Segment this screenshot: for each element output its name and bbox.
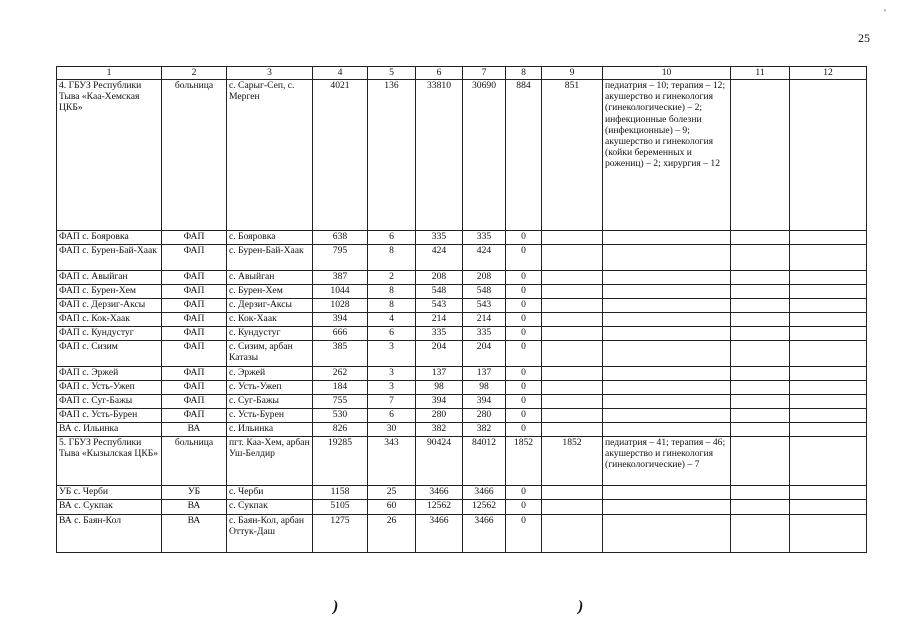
col-header-6: 6 [416, 67, 463, 80]
cell-col-3: с. Дерзиг-Аксы [227, 299, 313, 313]
cell-col-4: 387 [313, 271, 368, 285]
page-number: 25 [858, 31, 870, 45]
data-table [56, 66, 867, 553]
cell-col-5: 343 [368, 437, 416, 486]
cell-col-8: 0 [506, 381, 542, 395]
table-row [57, 327, 867, 341]
cell-col-6: 204 [416, 341, 463, 367]
cell-col-12 [790, 299, 867, 313]
cell-col-6: 424 [416, 245, 463, 271]
cell-col-11 [731, 395, 790, 409]
cell-col-12 [790, 327, 867, 341]
cell-col-7: 214 [463, 313, 506, 327]
cell-col-11 [731, 231, 790, 245]
corner-scan-mark: ꭝ [884, 8, 886, 16]
cell-col-3: с. Ильинка [227, 423, 313, 437]
cell-col-5: 26 [368, 515, 416, 553]
cell-col-3: с. Суг-Бажы [227, 395, 313, 409]
cell-col-4: 755 [313, 395, 368, 409]
cell-col-7: 335 [463, 231, 506, 245]
cell-col-7: 204 [463, 341, 506, 367]
cell-col-8: 0 [506, 515, 542, 553]
cell-col-4: 5105 [313, 500, 368, 515]
cell-col-12 [790, 285, 867, 299]
cell-col-6: 335 [416, 327, 463, 341]
cell-col-9 [542, 367, 603, 381]
cell-col-7: 3466 [463, 515, 506, 553]
cell-col-4: 262 [313, 367, 368, 381]
cell-col-5: 7 [368, 395, 416, 409]
table-row [57, 500, 867, 515]
table-header [57, 67, 867, 80]
table-row [57, 515, 867, 553]
cell-col-3: с. Сизим, арбан Катазы [227, 341, 313, 367]
table-row [57, 80, 867, 231]
cell-col-11 [731, 80, 790, 231]
cell-col-6: 543 [416, 299, 463, 313]
cell-col-6: 3466 [416, 515, 463, 553]
cell-col-11 [731, 245, 790, 271]
cell-col-6: 208 [416, 271, 463, 285]
cell-col-1: 5. ГБУЗ Республики Тыва «Кызылская ЦКБ» [57, 437, 162, 486]
cell-col-1: ФАП с. Бояровка [57, 231, 162, 245]
bottom-mark-right: ) [578, 598, 584, 615]
cell-col-3: с. Усть-Бурен [227, 409, 313, 423]
cell-col-11 [731, 285, 790, 299]
cell-col-8: 884 [506, 80, 542, 231]
cell-col-10 [603, 395, 731, 409]
col-header-3: 3 [227, 67, 313, 80]
cell-col-7: 382 [463, 423, 506, 437]
cell-col-2: ВА [162, 423, 227, 437]
cell-col-7: 394 [463, 395, 506, 409]
col-header-7: 7 [463, 67, 506, 80]
cell-col-12 [790, 381, 867, 395]
cell-col-5: 60 [368, 500, 416, 515]
cell-col-9 [542, 381, 603, 395]
cell-col-10 [603, 515, 731, 553]
cell-col-1: 4. ГБУЗ Республики Тыва «Каа-Хемская ЦКБ» [57, 80, 162, 231]
cell-col-9 [542, 245, 603, 271]
cell-col-10: педиатрия – 10; терапия – 12; акушерство и гинекология (гинекологические) – 2; инфекционные болезни (инфекционные) – 9; акушерство и гинекология (койки беременных и рожениц) – 2; хирургия – 12 [603, 80, 731, 231]
cell-col-6: 90424 [416, 437, 463, 486]
cell-col-3: пгт. Каа-Хем, арбан Уш-Белдир [227, 437, 313, 486]
cell-col-9 [542, 313, 603, 327]
cell-col-2: ФАП [162, 409, 227, 423]
cell-col-6: 335 [416, 231, 463, 245]
cell-col-2: ФАП [162, 327, 227, 341]
cell-col-1: ФАП с. Усть-Бурен [57, 409, 162, 423]
cell-col-9 [542, 486, 603, 500]
cell-col-9 [542, 515, 603, 553]
cell-col-8: 0 [506, 245, 542, 271]
cell-col-1: ФАП с. Бурен-Бай-Хаак [57, 245, 162, 271]
cell-col-10 [603, 367, 731, 381]
col-header-12: 12 [790, 67, 867, 80]
cell-col-6: 548 [416, 285, 463, 299]
cell-col-4: 19285 [313, 437, 368, 486]
cell-col-1: ВА с. Баян-Кол [57, 515, 162, 553]
cell-col-10 [603, 500, 731, 515]
cell-col-5: 8 [368, 285, 416, 299]
col-header-2: 2 [162, 67, 227, 80]
cell-col-2: УБ [162, 486, 227, 500]
cell-col-12 [790, 271, 867, 285]
cell-col-7: 424 [463, 245, 506, 271]
cell-col-3: с. Авыйган [227, 271, 313, 285]
table-row [57, 486, 867, 500]
col-header-4: 4 [313, 67, 368, 80]
cell-col-12 [790, 367, 867, 381]
cell-col-8: 0 [506, 409, 542, 423]
cell-col-5: 8 [368, 245, 416, 271]
col-header-9: 9 [542, 67, 603, 80]
cell-col-3: с. Сукпак [227, 500, 313, 515]
cell-col-10 [603, 231, 731, 245]
table-row [57, 245, 867, 271]
cell-col-2: ФАП [162, 231, 227, 245]
cell-col-4: 184 [313, 381, 368, 395]
cell-col-11 [731, 409, 790, 423]
cell-col-7: 137 [463, 367, 506, 381]
cell-col-1: ФАП с. Бурен-Хем [57, 285, 162, 299]
table-row [57, 299, 867, 313]
cell-col-7: 543 [463, 299, 506, 313]
cell-col-9 [542, 231, 603, 245]
cell-col-5: 136 [368, 80, 416, 231]
cell-col-7: 84012 [463, 437, 506, 486]
table-row [57, 367, 867, 381]
table-row [57, 381, 867, 395]
cell-col-2: ФАП [162, 299, 227, 313]
cell-col-2: больница [162, 80, 227, 231]
cell-col-2: ФАП [162, 367, 227, 381]
cell-col-7: 98 [463, 381, 506, 395]
cell-col-6: 214 [416, 313, 463, 327]
cell-col-9: 851 [542, 80, 603, 231]
table-row [57, 285, 867, 299]
cell-col-3: с. Сарыг-Сеп, с. Мерген [227, 80, 313, 231]
cell-col-9 [542, 341, 603, 367]
cell-col-12 [790, 80, 867, 231]
col-header-11: 11 [731, 67, 790, 80]
col-header-1: 1 [57, 67, 162, 80]
cell-col-4: 666 [313, 327, 368, 341]
cell-col-12 [790, 231, 867, 245]
cell-col-5: 3 [368, 367, 416, 381]
cell-col-4: 394 [313, 313, 368, 327]
cell-col-3: с. Кундустуг [227, 327, 313, 341]
cell-col-7: 280 [463, 409, 506, 423]
table-body [57, 80, 867, 553]
cell-col-9 [542, 327, 603, 341]
cell-col-5: 25 [368, 486, 416, 500]
cell-col-1: ФАП с. Суг-Бажы [57, 395, 162, 409]
cell-col-5: 3 [368, 341, 416, 367]
cell-col-5: 2 [368, 271, 416, 285]
table-row [57, 423, 867, 437]
cell-col-4: 1028 [313, 299, 368, 313]
cell-col-12 [790, 313, 867, 327]
cell-col-1: ФАП с. Кундустуг [57, 327, 162, 341]
cell-col-8: 0 [506, 423, 542, 437]
cell-col-10 [603, 299, 731, 313]
cell-col-7: 12562 [463, 500, 506, 515]
cell-col-6: 12562 [416, 500, 463, 515]
cell-col-3: с. Бурен-Хем [227, 285, 313, 299]
cell-col-9 [542, 271, 603, 285]
cell-col-8: 0 [506, 486, 542, 500]
cell-col-8: 0 [506, 341, 542, 367]
cell-col-6: 3466 [416, 486, 463, 500]
cell-col-7: 548 [463, 285, 506, 299]
cell-col-12 [790, 515, 867, 553]
cell-col-6: 33810 [416, 80, 463, 231]
cell-col-7: 30690 [463, 80, 506, 231]
table-row [57, 341, 867, 367]
cell-col-3: с. Усть-Ужеп [227, 381, 313, 395]
cell-col-3: с. Черби [227, 486, 313, 500]
cell-col-11 [731, 367, 790, 381]
cell-col-6: 394 [416, 395, 463, 409]
cell-col-7: 335 [463, 327, 506, 341]
cell-col-12 [790, 395, 867, 409]
cell-col-10 [603, 409, 731, 423]
cell-col-10 [603, 327, 731, 341]
cell-col-2: ВА [162, 515, 227, 553]
cell-col-9 [542, 500, 603, 515]
cell-col-11 [731, 515, 790, 553]
cell-col-4: 385 [313, 341, 368, 367]
col-header-10: 10 [603, 67, 731, 80]
cell-col-12 [790, 341, 867, 367]
cell-col-12 [790, 437, 867, 486]
cell-col-4: 4021 [313, 80, 368, 231]
cell-col-4: 1158 [313, 486, 368, 500]
cell-col-1: УБ с. Черби [57, 486, 162, 500]
cell-col-10 [603, 341, 731, 367]
cell-col-2: ФАП [162, 285, 227, 299]
cell-col-11 [731, 423, 790, 437]
cell-col-10 [603, 313, 731, 327]
cell-col-10: педиатрия – 41; терапия – 46; акушерство и гинекология (гинекологические) – 7 [603, 437, 731, 486]
cell-col-8: 0 [506, 367, 542, 381]
cell-col-2: ВА [162, 500, 227, 515]
cell-col-11 [731, 271, 790, 285]
cell-col-2: ФАП [162, 341, 227, 367]
cell-col-2: ФАП [162, 313, 227, 327]
cell-col-9 [542, 395, 603, 409]
cell-col-4: 530 [313, 409, 368, 423]
cell-col-9 [542, 409, 603, 423]
cell-col-1: ФАП с. Усть-Ужеп [57, 381, 162, 395]
bottom-mark-left: ) [333, 598, 339, 615]
cell-col-2: ФАП [162, 245, 227, 271]
table-row [57, 271, 867, 285]
cell-col-12 [790, 409, 867, 423]
cell-col-3: с. Эржей [227, 367, 313, 381]
col-header-8: 8 [506, 67, 542, 80]
table-row [57, 313, 867, 327]
cell-col-8: 0 [506, 313, 542, 327]
col-header-5: 5 [368, 67, 416, 80]
header-row [57, 67, 867, 80]
cell-col-10 [603, 245, 731, 271]
table-row [57, 437, 867, 486]
cell-col-6: 382 [416, 423, 463, 437]
cell-col-4: 638 [313, 231, 368, 245]
cell-col-10 [603, 381, 731, 395]
cell-col-7: 208 [463, 271, 506, 285]
cell-col-12 [790, 423, 867, 437]
cell-col-9 [542, 285, 603, 299]
cell-col-11 [731, 486, 790, 500]
cell-col-6: 98 [416, 381, 463, 395]
cell-col-1: ВА с. Сукпак [57, 500, 162, 515]
cell-col-12 [790, 500, 867, 515]
cell-col-8: 0 [506, 299, 542, 313]
cell-col-8: 0 [506, 231, 542, 245]
cell-col-8: 0 [506, 327, 542, 341]
cell-col-1: ФАП с. Дерзиг-Аксы [57, 299, 162, 313]
table-row [57, 409, 867, 423]
table-row [57, 395, 867, 409]
cell-col-3: с. Кок-Хаак [227, 313, 313, 327]
cell-col-5: 6 [368, 327, 416, 341]
cell-col-1: ФАП с. Кок-Хаак [57, 313, 162, 327]
cell-col-11 [731, 327, 790, 341]
cell-col-7: 3466 [463, 486, 506, 500]
cell-col-3: с. Бурен-Бай-Хаак [227, 245, 313, 271]
cell-col-5: 3 [368, 381, 416, 395]
cell-col-5: 30 [368, 423, 416, 437]
cell-col-8: 0 [506, 271, 542, 285]
cell-col-9 [542, 299, 603, 313]
cell-col-9 [542, 423, 603, 437]
cell-col-10 [603, 423, 731, 437]
cell-col-2: ФАП [162, 381, 227, 395]
cell-col-2: ФАП [162, 271, 227, 285]
cell-col-2: ФАП [162, 395, 227, 409]
cell-col-5: 6 [368, 409, 416, 423]
cell-col-4: 1044 [313, 285, 368, 299]
cell-col-9: 1852 [542, 437, 603, 486]
cell-col-4: 826 [313, 423, 368, 437]
cell-col-11 [731, 341, 790, 367]
cell-col-12 [790, 245, 867, 271]
cell-col-4: 795 [313, 245, 368, 271]
cell-col-11 [731, 500, 790, 515]
cell-col-10 [603, 285, 731, 299]
cell-col-5: 8 [368, 299, 416, 313]
cell-col-1: ВА с. Ильинка [57, 423, 162, 437]
cell-col-10 [603, 271, 731, 285]
cell-col-1: ФАП с. Эржей [57, 367, 162, 381]
cell-col-11 [731, 313, 790, 327]
table-row [57, 231, 867, 245]
cell-col-8: 0 [506, 395, 542, 409]
cell-col-3: с. Бояровка [227, 231, 313, 245]
cell-col-4: 1275 [313, 515, 368, 553]
cell-col-5: 6 [368, 231, 416, 245]
cell-col-3: с. Баян-Кол, арбан Оттук-Даш [227, 515, 313, 553]
cell-col-6: 137 [416, 367, 463, 381]
cell-col-6: 280 [416, 409, 463, 423]
cell-col-8: 0 [506, 500, 542, 515]
cell-col-1: ФАП с. Сизим [57, 341, 162, 367]
cell-col-8: 1852 [506, 437, 542, 486]
cell-col-2: больница [162, 437, 227, 486]
cell-col-11 [731, 437, 790, 486]
cell-col-8: 0 [506, 285, 542, 299]
cell-col-11 [731, 299, 790, 313]
cell-col-11 [731, 381, 790, 395]
cell-col-1: ФАП с. Авыйган [57, 271, 162, 285]
cell-col-12 [790, 486, 867, 500]
cell-col-5: 4 [368, 313, 416, 327]
cell-col-10 [603, 486, 731, 500]
